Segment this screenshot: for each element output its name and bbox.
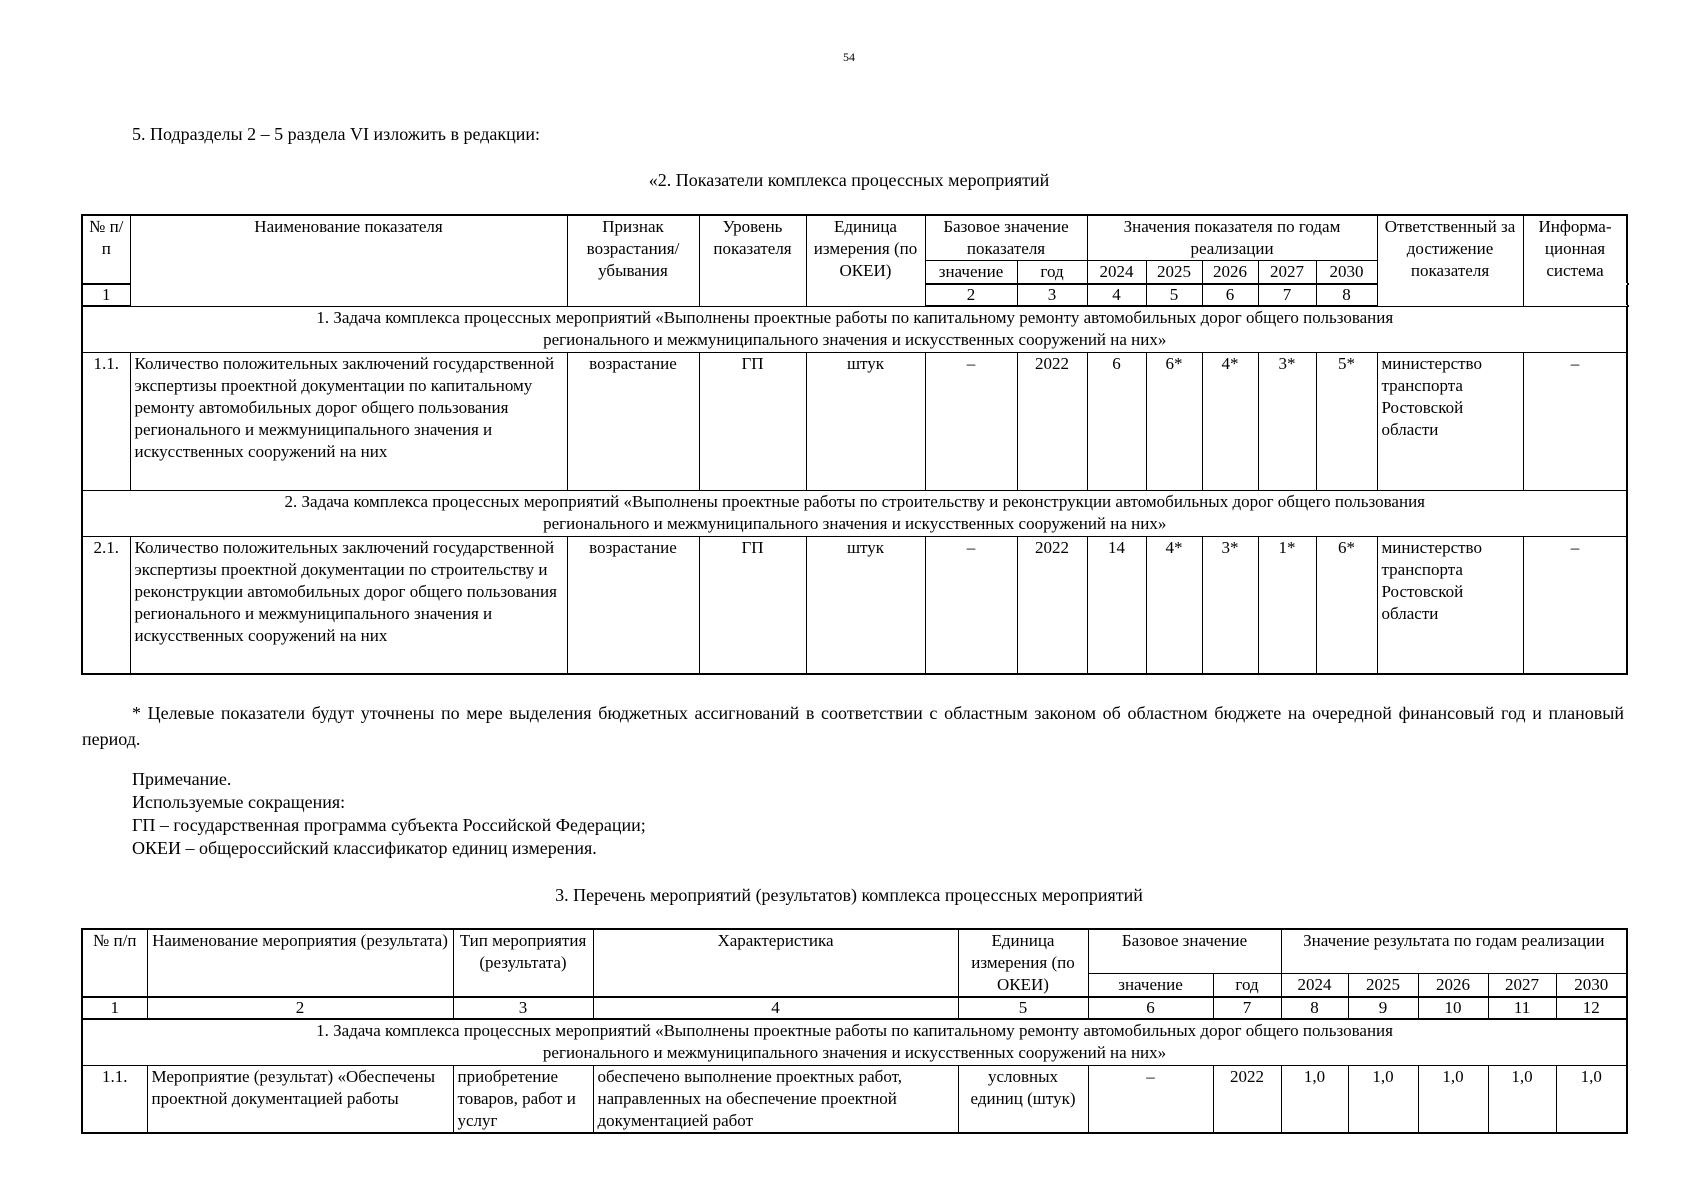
value-2024: 6	[1087, 352, 1146, 490]
header-values: Значения показателя по годам реализации	[1087, 215, 1377, 261]
indicator-sign: возрастание	[567, 536, 699, 674]
col-number: 1	[82, 997, 147, 1019]
results-table	[81, 928, 1628, 1134]
indicator-name: Количество положительных заключений государственной экспертизы проектной документации по капитальному ремонту автомобильных дорог общего пользования регионального и межмуниципального значения и искусственных сооружений на них	[130, 352, 567, 490]
indicator-name: Количество положительных заключений государственной экспертизы проектной документации по строительству и реконструкции автомобильных дорог общего пользования регионального и межмуниципального значения и искусственных сооружений на них	[130, 536, 567, 674]
header-level: Уровень показателя	[699, 215, 806, 306]
header-type: Тип мероприятия (результата)	[453, 929, 593, 997]
base-year: 2022	[1017, 536, 1087, 674]
responsible: министерство транспорта Ростовской области	[1377, 536, 1523, 674]
col-number: 11	[1488, 997, 1556, 1019]
intro-text: 5. Подразделы 2 – 5 раздела VI изложить в редакции:	[132, 124, 540, 144]
col-number: 1	[82, 284, 130, 306]
value-2027: 1,0	[1488, 1065, 1556, 1133]
responsible: министерство транспорта Ростовской области	[1377, 352, 1523, 490]
header-unit: Единица измерения (по ОКЕИ)	[806, 215, 925, 306]
indicators-table	[81, 214, 1628, 675]
col-number: 9	[1348, 997, 1418, 1019]
col-number: 5	[958, 997, 1088, 1019]
header-num: № п/п	[82, 215, 130, 284]
col-number: 7	[1258, 284, 1316, 306]
header-num: № п/п	[82, 929, 147, 997]
info-system: –	[1523, 352, 1627, 490]
col-number: 12	[1556, 997, 1627, 1019]
header-year: 2025	[1348, 973, 1418, 997]
header-year: 2026	[1418, 973, 1488, 997]
task-row-1: 1. Задача комплекса процессных мероприятий «Выполнены проектные работы по капитальному ремонту автомобильных дорог общего пользования регионального и межмуниципального значения и искусственных сооружений на них»	[82, 306, 1627, 352]
notes	[132, 768, 646, 860]
header-values: Значение результата по годам реализации	[1281, 929, 1627, 973]
base-year: 2022	[1017, 352, 1087, 490]
base-value: –	[925, 352, 1017, 490]
header-year: 2027	[1258, 261, 1316, 285]
note-line: ГП – государственная программа субъекта Российской Федерации;	[132, 815, 646, 835]
note-line: ОКЕИ – общероссийский классификатор единиц измерения.	[132, 838, 597, 858]
col-number: 10	[1418, 997, 1488, 1019]
header-responsible: Ответственный за достижение показателя	[1377, 215, 1523, 306]
value-2026: 3*	[1202, 536, 1258, 674]
col-number: 8	[1281, 997, 1348, 1019]
value-2027: 3*	[1258, 352, 1316, 490]
base-year: 2022	[1213, 1065, 1281, 1133]
col-number: 5	[1146, 284, 1202, 306]
value-2024: 14	[1087, 536, 1146, 674]
header-year: 2024	[1281, 973, 1348, 997]
header-year: 2026	[1202, 261, 1258, 285]
header-base: Базовое значение	[1088, 929, 1281, 973]
header-base-value: значение	[1088, 973, 1213, 997]
result-characteristic: обеспечено выполнение проектных работ, направленных на обеспечение проектной документацией работ	[593, 1065, 958, 1133]
header-year: 2030	[1316, 261, 1377, 285]
value-2025: 1,0	[1348, 1065, 1418, 1133]
header-base: Базовое значение показателя	[925, 215, 1087, 261]
header-unit: Единица измерения (по ОКЕИ)	[958, 929, 1088, 997]
info-system: –	[1523, 536, 1627, 674]
note-line: Примечание.	[132, 769, 232, 789]
result-unit: условных единиц (штук)	[958, 1065, 1088, 1133]
footnote: * Целевые показатели будут уточнены по мере выделения бюджетных ассигнований в соответствии с областным законом об областном бюджете на очередной финансовый год и плановый период.	[82, 703, 1624, 749]
value-2026: 1,0	[1418, 1065, 1488, 1133]
header-base-year: год	[1213, 973, 1281, 997]
header-sign: Признак возрастания/ убывания	[567, 215, 699, 306]
value-2030: 6*	[1316, 536, 1377, 674]
task-row-1: 1. Задача комплекса процессных мероприятий «Выполнены проектные работы по капитальному ремонту автомобильных дорог общего пользования регионального и межмуниципального значения и искусственных сооружений на них»	[82, 1019, 1627, 1065]
page-number: 54	[843, 50, 855, 64]
col-number: 6	[1202, 284, 1258, 306]
indicator-level: ГП	[699, 536, 806, 674]
value-2025: 6*	[1146, 352, 1202, 490]
col-number: 3	[1017, 284, 1087, 306]
header-base-year: год	[1017, 261, 1087, 285]
indicator-level: ГП	[699, 352, 806, 490]
value-2027: 1*	[1258, 536, 1316, 674]
col-number: 4	[593, 997, 958, 1019]
col-number: 3	[453, 997, 593, 1019]
col-number: 6	[1088, 997, 1213, 1019]
row-number: 2.1.	[82, 536, 130, 674]
header-year: 2030	[1556, 973, 1627, 997]
col-number: 4	[1087, 284, 1146, 306]
task-row-2: 2. Задача комплекса процессных мероприятий «Выполнены проектные работы по строительству и реконструкции автомобильных дорог общего пользования регионального и межмуниципального значения и искусственных сооружений на них»	[82, 490, 1627, 536]
row-number: 1.1.	[82, 1065, 147, 1133]
value-2025: 4*	[1146, 536, 1202, 674]
section-2-title: «2. Показатели комплекса процессных мероприятий	[648, 170, 1050, 190]
col-number: 7	[1213, 997, 1281, 1019]
indicator-unit: штук	[806, 536, 925, 674]
header-year: 2025	[1146, 261, 1202, 285]
header-indicator-name: Наименование показателя	[130, 215, 567, 306]
header-characteristic: Характеристика	[593, 929, 958, 997]
header-year: 2027	[1488, 973, 1556, 997]
header-result-name: Наименование мероприятия (результата)	[147, 929, 453, 997]
note-line: Используемые сокращения:	[132, 792, 346, 812]
section-3-title: 3. Перечень мероприятий (результатов) комплекса процессных мероприятий	[555, 885, 1143, 905]
header-year: 2024	[1087, 261, 1146, 285]
base-value: –	[925, 536, 1017, 674]
value-2026: 4*	[1202, 352, 1258, 490]
indicator-sign: возрастание	[567, 352, 699, 490]
row-number: 1.1.	[82, 352, 130, 490]
col-number: 2	[925, 284, 1017, 306]
col-number: 8	[1316, 284, 1377, 306]
value-2030: 5*	[1316, 352, 1377, 490]
value-2024: 1,0	[1281, 1065, 1348, 1133]
base-value: –	[1088, 1065, 1213, 1133]
result-name: Мероприятие (результат) «Обеспечены проектной документацией работы	[147, 1065, 453, 1133]
indicator-unit: штук	[806, 352, 925, 490]
col-number: 2	[147, 997, 453, 1019]
header-base-value: значение	[925, 261, 1017, 285]
header-info-system: Информа-ционная система	[1523, 215, 1627, 306]
value-2030: 1,0	[1556, 1065, 1627, 1133]
result-type: приобретение товаров, работ и услуг	[453, 1065, 593, 1133]
